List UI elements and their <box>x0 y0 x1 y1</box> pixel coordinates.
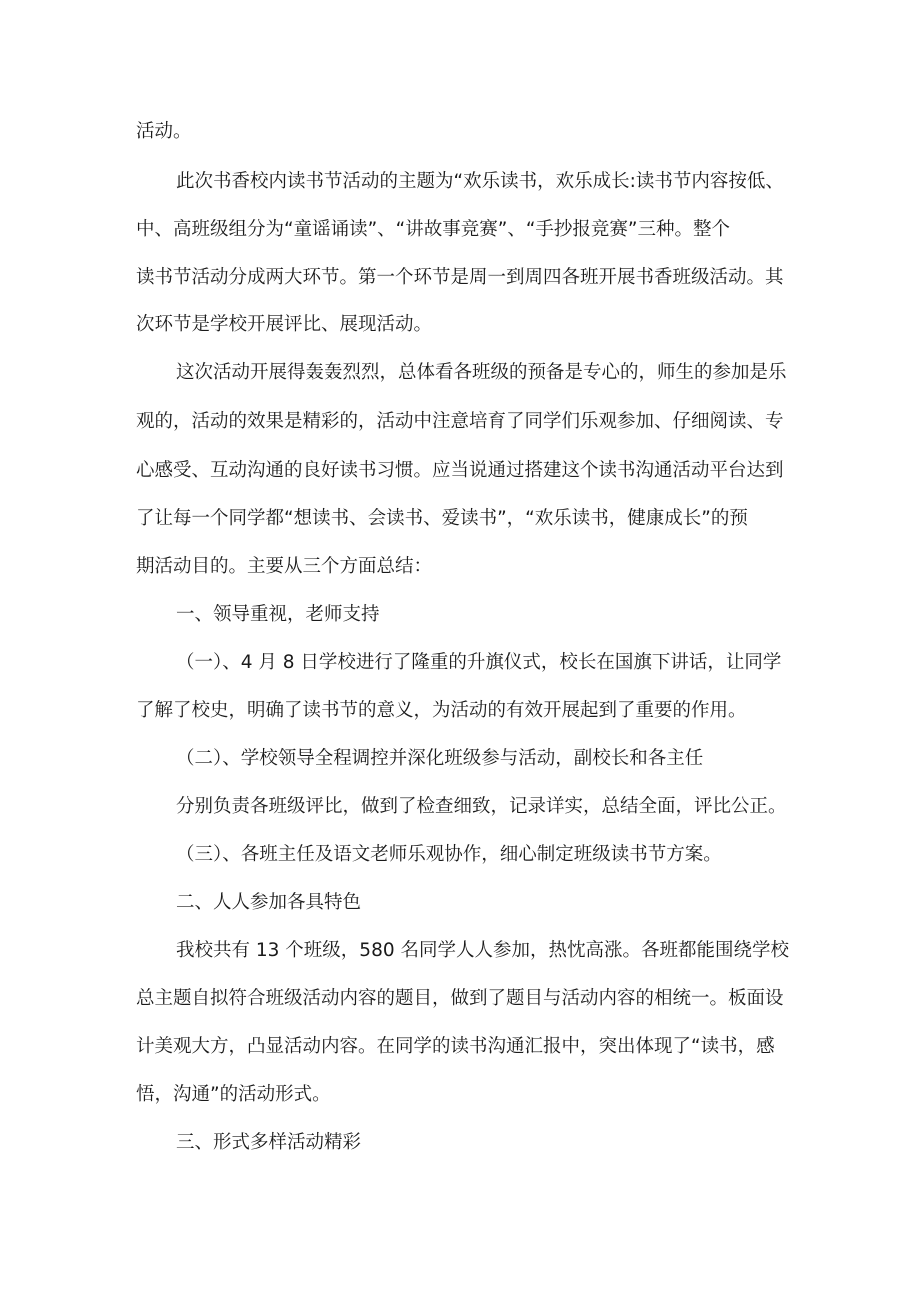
text-line: 次环节是学校开展评比、展现活动。 <box>136 314 433 335</box>
text-line: 中、高班级组分为“童谣诵读”、“讲故事竞赛”、“手抄报竞赛”三种。整个 <box>136 219 731 240</box>
text-line: （一）、4 月 8 日学校进行了隆重的升旗仪式，校长在国旗下讲话，让同学 <box>176 652 782 673</box>
text-line: 心感受、互动沟通的良好读书习惯。应当说通过搭建这个读书沟通活动平台达到 <box>136 460 784 481</box>
text-line: 观的，活动的效果是精彩的，活动中注意培育了同学们乐观参加、仔细阅读、专 <box>136 411 784 432</box>
section-heading: 二、人人参加各具特色 <box>176 892 362 913</box>
text-line: 分别负责各班级评比，做到了检查细致，记录详实，总结全面，评比公正。 <box>176 796 787 817</box>
text-line: 读书节活动分成两大环节。第一个环节是周一到周四各班开展书香班级活动。其 <box>136 267 784 288</box>
text-line: 计美观大方，凸显活动内容。在同学的读书沟通汇报中，突出体现了“读书，感 <box>136 1036 775 1057</box>
text-line: 我校共有 13 个班级，580 名同学人人参加，热忱高涨。各班都能围绕学校 <box>176 940 789 961</box>
text-line: 了解了校史，明确了读书节的意义，为活动的有效开展起到了重要的作用。 <box>136 700 747 721</box>
text-line: 期活动目的。主要从三个方面总结： <box>136 556 433 577</box>
text-line: （三）、各班主任及语文老师乐观协作，细心制定班级读书节方案。 <box>176 844 722 865</box>
text-line: 这次活动开展得轰轰烈烈，总体看各班级的预备是专心的，师生的参加是乐 <box>176 362 787 383</box>
text-line: 此次书香校内读书节活动的主题为“欢乐读书，欢乐成长:读书节内容按低、 <box>176 171 784 192</box>
text-line: 活动。 <box>136 121 192 142</box>
text-line: 悟，沟通”的活动形式。 <box>136 1084 331 1105</box>
text-line: 总主题自拟符合班级活动内容的题目，做到了题目与活动内容的相统一。板面设 <box>136 988 784 1009</box>
text-line: （二）、学校领导全程调控并深化班级参与活动，副校长和各主任 <box>176 748 704 769</box>
section-heading: 一、领导重视，老师支持 <box>176 604 380 625</box>
text-line: 了让每一个同学都“想读书、会读书、爱读书”，“欢乐读书，健康成长”的预 <box>136 508 748 529</box>
section-heading: 三、形式多样活动精彩 <box>176 1132 362 1153</box>
